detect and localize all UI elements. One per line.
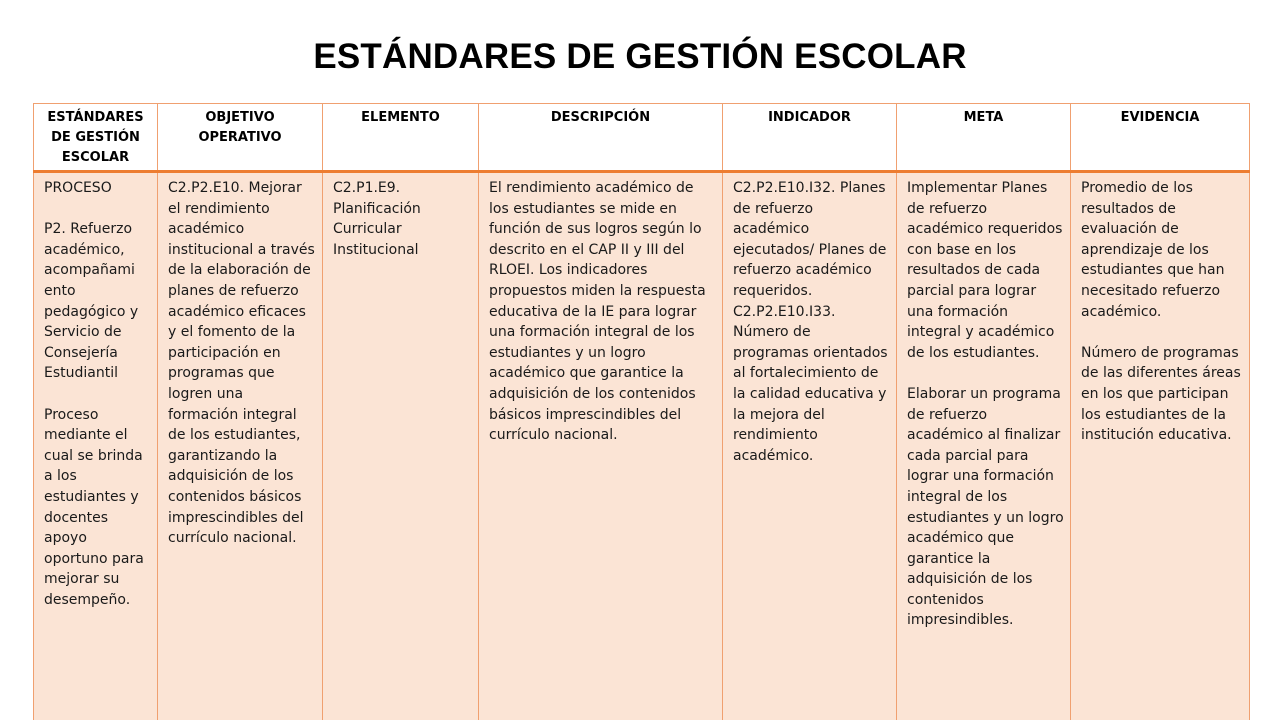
header-evidencia: EVIDENCIA — [1071, 104, 1250, 172]
cell-elemento: C2.P1.E9. Planificación Curricular Institucional — [323, 172, 479, 720]
header-meta: META — [897, 104, 1071, 172]
header-objetivo-operativo: OBJETIVO OPERATIVO — [158, 104, 323, 172]
cell-descripcion: El rendimiento académico de los estudiantes se mide en función de sus logros según lo descrito en el CAP II y III del RLOEI. Los indicadores propuestos miden la respuesta educativa de la IE para lograr una formación integral de los estudiantes y un logro académico que garantice la adquisición de los contenidos básicos imprescindibles del currículo nacional. — [479, 172, 723, 720]
slide-title: ESTÁNDARES DE GESTIÓN ESCOLAR — [313, 37, 967, 76]
cell-indicador: C2.P2.E10.I32. Planes de refuerzo académico ejecutados/ Planes de refuerzo académico requeridos. C2.P2.E10.I33. Número de programas orientados al fortalecimiento de la calidad educativa y la mejora del rendimiento académico. — [723, 172, 897, 720]
cell-evidencia: Promedio de los resultados de evaluación de aprendizaje de los estudiantes que han necesitado refuerzo académico. Número de programas de las diferentes áreas en los que participan los estudiantes de la institución educativa. — [1071, 172, 1250, 720]
header-descripcion: DESCRIPCIÓN — [479, 104, 723, 172]
header-estandares: ESTÁNDARES DE GESTIÓN ESCOLAR — [34, 104, 158, 172]
header-indicador: INDICADOR — [723, 104, 897, 172]
cell-meta: Implementar Planes de refuerzo académico requeridos con base en los resultados de cada parcial para lograr una formación integral y académico de los estudiantes. Elaborar un programa de refuerzo académico al finalizar cada parcial para lograr una formación integral de los estudiantes y un logro académico que garantice la adquisición de los contenidos impresindibles. — [897, 172, 1071, 720]
table-row — [34, 172, 1250, 720]
standards-table — [33, 103, 1250, 720]
header-elemento: ELEMENTO — [323, 104, 479, 172]
cell-estandares: PROCESO P2. Refuerzo académico, acompañami ento pedagógico y Servicio de Consejería Estudiantil Proceso mediante el cual se brinda a los estudiantes y docentes apoyo oportuno para mejorar su desempeño. — [34, 172, 158, 720]
table-header-row — [34, 104, 1250, 172]
cell-objetivo-operativo: C2.P2.E10. Mejorar el rendimiento académico institucional a través de la elaboración de planes de refuerzo académico eficaces y el fomento de la participación en programas que logren una formación integral de los estudiantes, garantizando la adquisición de los contenidos básicos imprescindibles del currículo nacional. — [158, 172, 323, 720]
